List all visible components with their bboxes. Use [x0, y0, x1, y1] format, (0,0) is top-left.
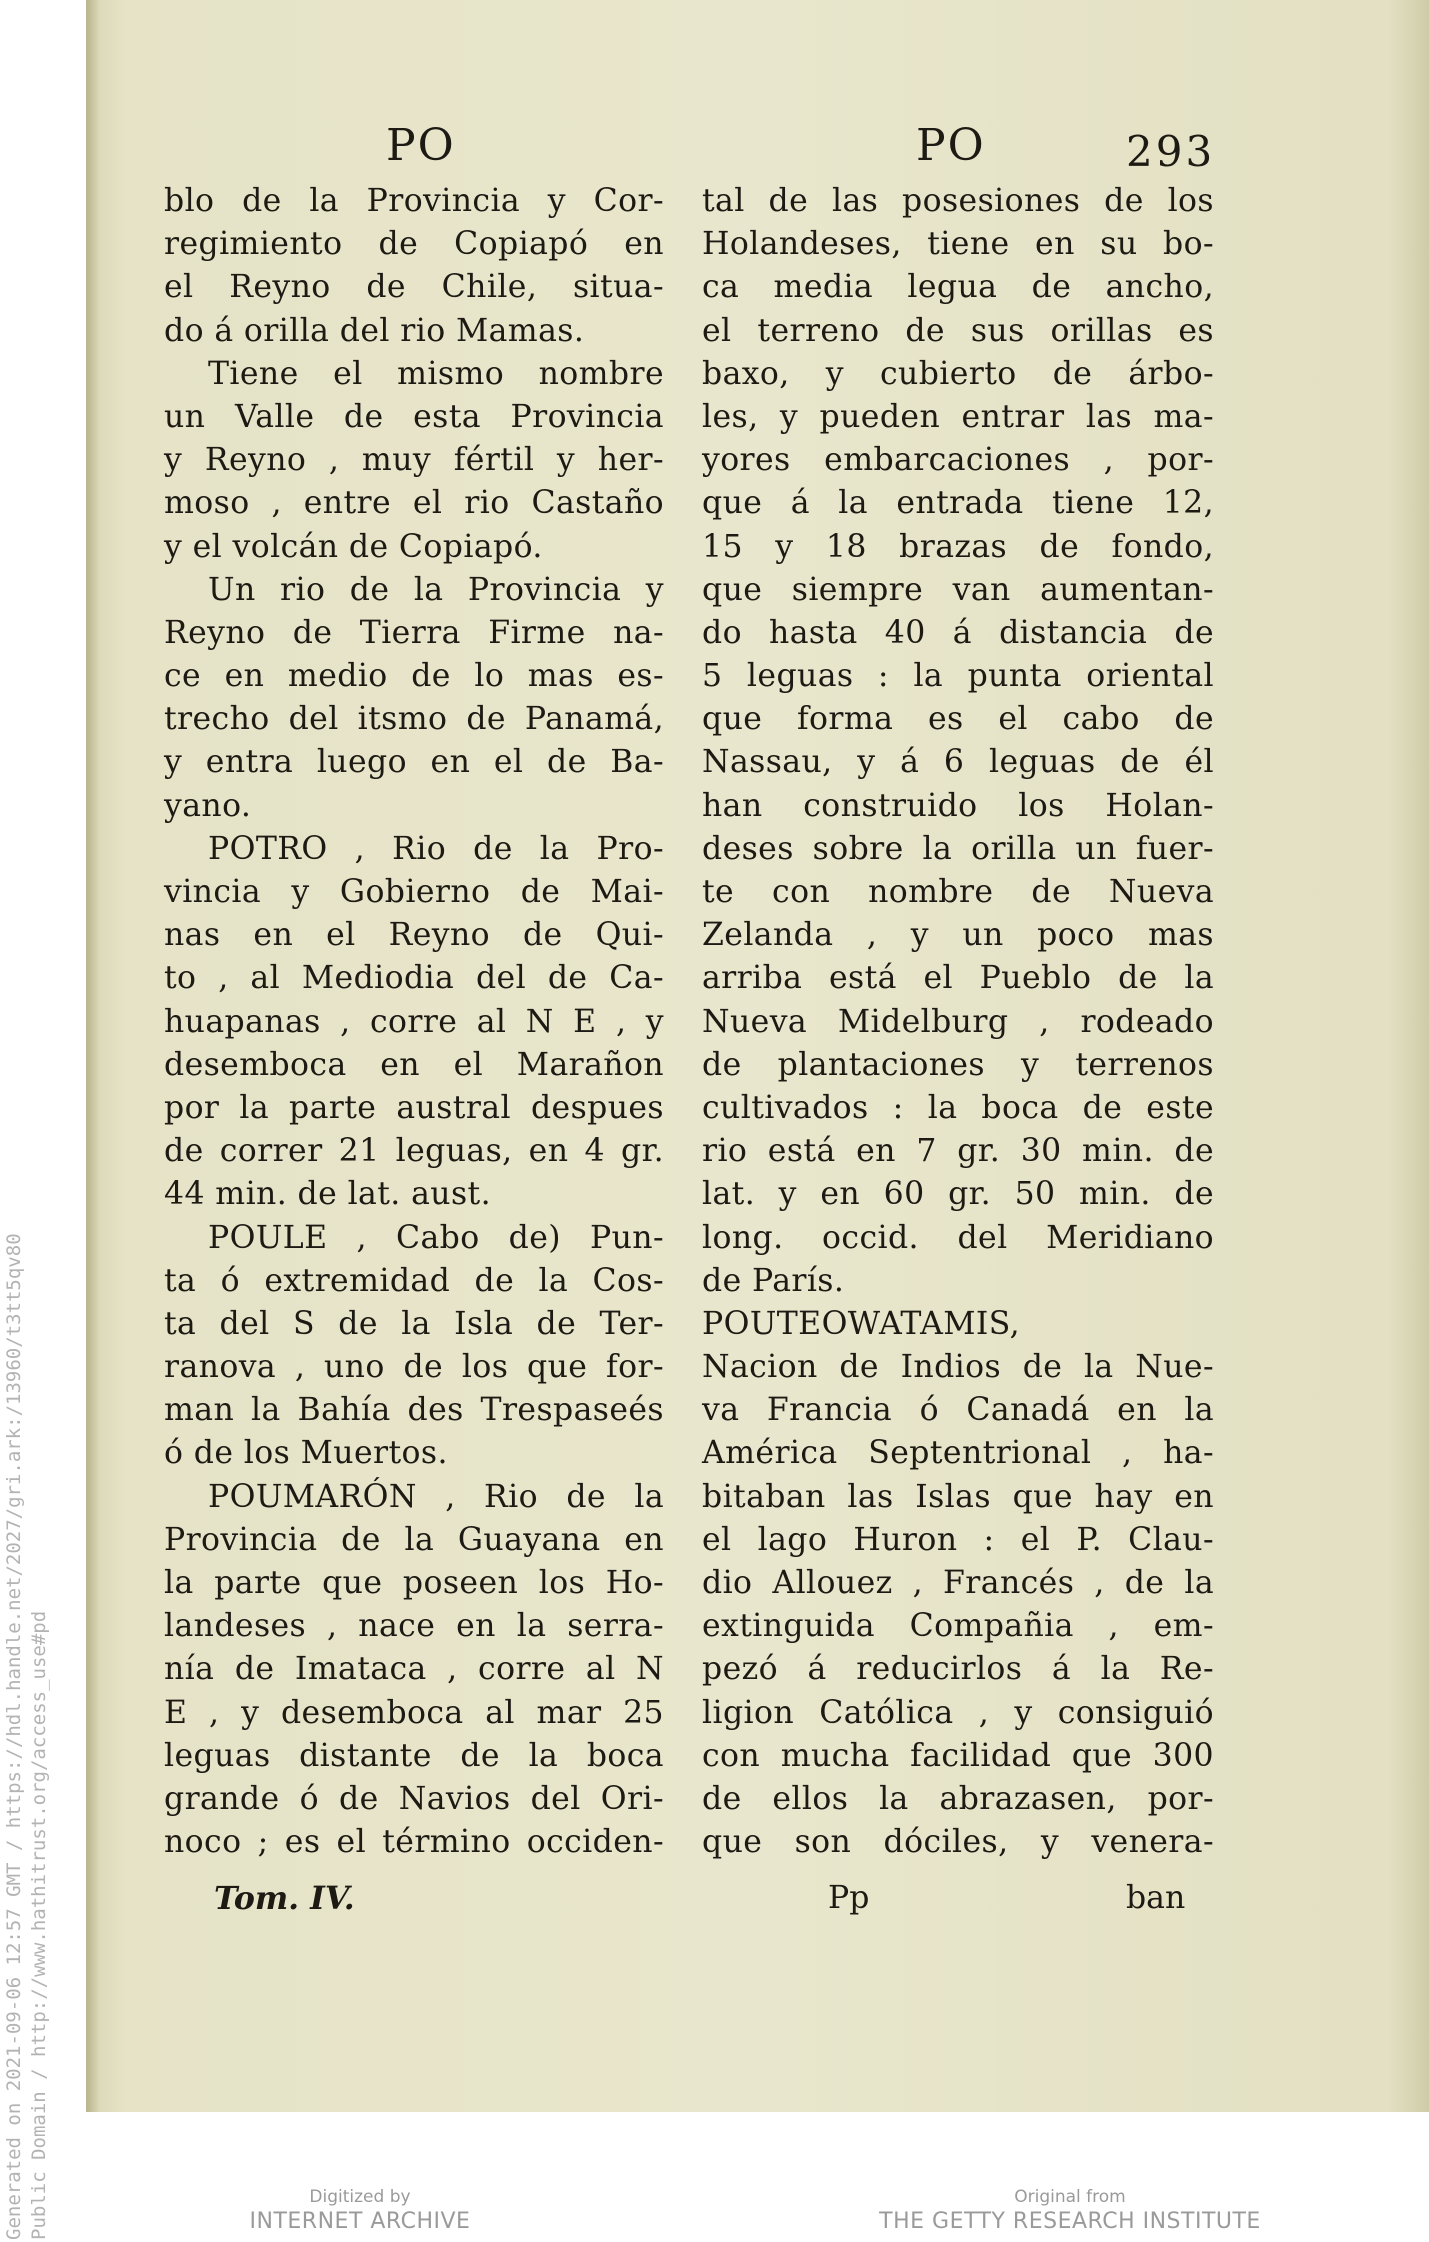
- left-column-text-line: y Reyno , muy fértil y her-: [164, 442, 664, 479]
- scanned-page: [86, 0, 1429, 2112]
- left-column-text-line: to , al Mediodia del de Ca-: [164, 960, 664, 997]
- right-column-text-line: el terreno de sus orillas es: [702, 312, 1214, 349]
- right-column-text-line: dio Allouez , Francés , de la: [702, 1565, 1214, 1601]
- watermark-line-1: Generated on 2021-09-06 12:57 GMT / https://hdl.handle.net/2027/gri.ark:/13960/t3tt5qv80: [3, 1233, 25, 2240]
- right-column-text-line: Nueva Midelburg , rodeado: [702, 1003, 1214, 1040]
- left-column-text-line: noco ; es el término occiden-: [164, 1824, 664, 1861]
- left-column-text-line: huapanas , corre al N E , y: [164, 1003, 664, 1040]
- left-column-text-line: vincia y Gobierno de Mai-: [164, 874, 664, 910]
- left-column-text-line: do á orilla del rio Mamas.: [164, 312, 585, 349]
- right-column-text-line: tal de las posesiones de los: [702, 183, 1214, 219]
- left-column-text-line: y entra luego en el de Ba-: [164, 744, 664, 781]
- left-column-text-line: grande ó de Navios del Ori-: [164, 1780, 664, 1817]
- right-column-text-line: ca media legua de ancho,: [702, 269, 1214, 306]
- left-column-text-line: 44 min. de lat. aust.: [164, 1176, 492, 1213]
- left-text-column: [164, 180, 664, 1864]
- right-column-text-line: ligion Católica , y consiguió: [702, 1694, 1214, 1731]
- right-column-text-line: rio está en 7 gr. 30 min. de: [702, 1133, 1214, 1170]
- left-column-text-line: nía de Imataca , corre al N: [164, 1651, 664, 1688]
- left-column-text-line: nas en el Reyno de Qui-: [164, 917, 664, 954]
- right-column-text-line: baxo, y cubierto de árbo-: [702, 355, 1214, 392]
- right-column-text-line: Holandeses, tiene en su bo-: [702, 226, 1214, 263]
- right-column-text-line: con mucha facilidad que 300: [702, 1737, 1214, 1774]
- left-column-text-line: Tiene el mismo nombre: [208, 355, 664, 392]
- right-column-text-line: que á la entrada tiene 12,: [702, 485, 1214, 522]
- page-number: 293: [1126, 127, 1216, 176]
- left-column-text-line: un Valle de esta Provincia: [164, 398, 664, 435]
- left-column-text-line: Un rio de la Provincia y: [208, 571, 664, 608]
- left-column-text-line: ta del S de la Isla de Ter-: [164, 1305, 664, 1342]
- right-column-text-line: que son dóciles, y venera-: [702, 1824, 1214, 1861]
- right-column-text-line: arriba está el Pueblo de la: [702, 960, 1214, 997]
- left-column-text-line: landeses , nace en la serra-: [164, 1608, 664, 1645]
- left-column-text-line: moso , entre el rio Castaño: [164, 485, 664, 522]
- signature-mark: Pp: [828, 1880, 870, 1916]
- left-column-text-line: Provincia de la Guayana en: [164, 1521, 664, 1558]
- right-text-column: [702, 180, 1214, 1864]
- running-head-left: PO: [386, 120, 456, 171]
- left-column-text-line: por la parte austral despues: [164, 1089, 664, 1126]
- right-column-text-line: Zelanda , y un poco mas: [702, 917, 1214, 954]
- left-column-text-line: de correr 21 leguas, en 4 gr.: [164, 1133, 664, 1170]
- left-column-text-line: blo de la Provincia y Cor-: [164, 183, 664, 219]
- right-column-text-line: que forma es el cabo de: [702, 701, 1214, 738]
- left-column-text-line: POULE , Cabo de) Pun-: [208, 1219, 664, 1256]
- left-column-text-line: el Reyno de Chile, situa-: [164, 269, 664, 306]
- running-head-right: PO: [916, 120, 986, 171]
- right-column-text-line: do hasta 40 á distancia de: [702, 614, 1214, 651]
- left-column-text-line: regimiento de Copiapó en: [164, 226, 664, 263]
- right-column-text-line: POUTEOWATAMIS,: [702, 1305, 1021, 1342]
- original-from-credit: [860, 2186, 1280, 2236]
- volume-catchline: Tom. IV.: [214, 1880, 355, 1917]
- right-column-text-line: long. occid. del Meridiano: [702, 1219, 1214, 1256]
- right-column-text-line: te con nombre de Nueva: [702, 874, 1214, 910]
- right-column-text-line: Nacion de Indios de la Nue-: [702, 1349, 1214, 1386]
- right-column-text-line: el lago Huron : el P. Clau-: [702, 1521, 1214, 1558]
- left-column-text-line: POTRO , Rio de la Pro-: [208, 830, 664, 867]
- left-column-text-line: POUMARÓN , Rio de la: [208, 1478, 664, 1515]
- watermark-line-2: Public Domain / http://www.hathitrust.org/access_use#pd: [28, 1610, 50, 2240]
- left-column-text-line: la parte que poseen los Ho-: [164, 1565, 664, 1601]
- left-column-text-line: ó de los Muertos.: [164, 1435, 448, 1472]
- right-column-text-line: les, y pueden entrar las ma-: [702, 398, 1214, 435]
- left-column-text-line: E , y desemboca al mar 25: [164, 1694, 664, 1731]
- right-column-text-line: extinguida Compañia , em-: [702, 1608, 1214, 1645]
- hathitrust-watermark: [2, 100, 58, 2240]
- digitized-by-label: Digitized by: [309, 2187, 411, 2207]
- left-column-text-line: desemboca en el Marañon: [164, 1046, 664, 1083]
- right-column-text-line: América Septentrional , ha-: [702, 1435, 1214, 1472]
- getty-institute-label: THE GETTY RESEARCH INSTITUTE: [879, 2209, 1261, 2234]
- right-column-text-line: va Francia ó Canadá en la: [702, 1392, 1214, 1429]
- left-column-text-line: Reyno de Tierra Firme na-: [164, 614, 664, 651]
- original-from-label: Original from: [1014, 2187, 1126, 2207]
- left-column-text-line: ta ó extremidad de la Cos-: [164, 1262, 664, 1299]
- right-column-text-line: lat. y en 60 gr. 50 min. de: [702, 1176, 1214, 1213]
- left-column-text-line: yano.: [164, 787, 252, 824]
- left-column-text-line: ce en medio de lo mas es-: [164, 658, 664, 695]
- left-column-text-line: y el volcán de Copiapó.: [164, 528, 543, 565]
- digitized-by-credit: [220, 2186, 500, 2236]
- right-column-text-line: pezó á reducirlos á la Re-: [702, 1651, 1214, 1688]
- left-column-text-line: trecho del itsmo de Panamá,: [164, 701, 664, 738]
- left-column-text-line: man la Bahía des Trespaseés: [164, 1392, 664, 1429]
- right-column-text-line: de plantaciones y terrenos: [702, 1046, 1214, 1083]
- internet-archive-label: INTERNET ARCHIVE: [249, 2209, 471, 2234]
- right-column-text-line: han construido los Holan-: [702, 787, 1214, 824]
- left-column-text-line: leguas distante de la boca: [164, 1737, 664, 1774]
- right-column-text-line: cultivados : la boca de este: [702, 1089, 1214, 1126]
- right-column-text-line: 5 leguas : la punta oriental: [702, 658, 1214, 695]
- right-column-text-line: de ellos la abrazasen, por-: [702, 1780, 1214, 1817]
- left-column-text-line: ranova , uno de los que for-: [164, 1349, 664, 1386]
- right-column-text-line: de París.: [702, 1262, 845, 1299]
- right-column-text-line: 15 y 18 brazas de fondo,: [702, 528, 1214, 565]
- right-column-text-line: bitaban las Islas que hay en: [702, 1478, 1214, 1515]
- right-column-text-line: que siempre van aumentan-: [702, 571, 1214, 608]
- right-column-text-line: Nassau, y á 6 leguas de él: [702, 744, 1214, 781]
- right-column-text-line: deses sobre la orilla un fuer-: [702, 830, 1214, 867]
- right-column-text-line: yores embarcaciones , por-: [702, 442, 1214, 479]
- catchword: ban: [1126, 1880, 1186, 1916]
